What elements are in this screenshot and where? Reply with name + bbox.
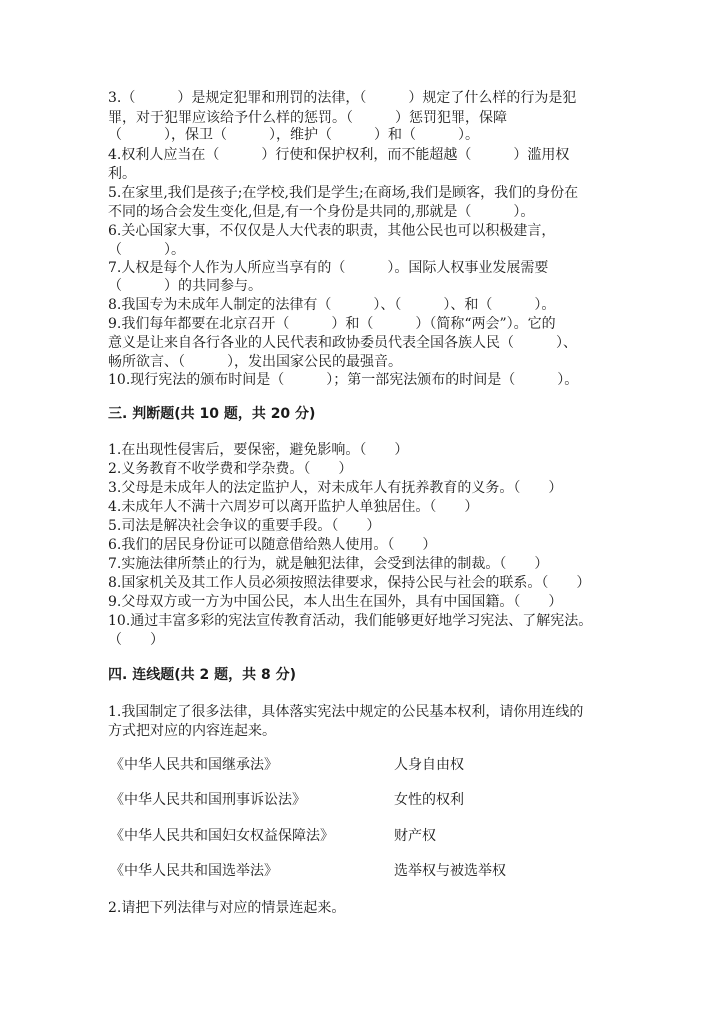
fill-in-line: （ ）。 [108, 242, 185, 258]
law-item: 《中华人民共和国继承法》 [110, 757, 278, 773]
fill-in-line: 5.在家里,我们是孩子;在学校,我们是学生;在商场,我们是顾客，我们的身份在 [108, 185, 579, 201]
judgment-item: 3.父母是未成年人的法定监护人，对未成年人有抚养教育的义务。（ ） [108, 480, 563, 496]
fill-in-line: 6.关心国家大事，不仅仅是人大代表的职责，其他公民也可以积极建言， [108, 223, 556, 239]
fill-in-line: 畅所欲言、（ ），发出国家公民的最强音。 [108, 354, 402, 370]
fill-in-line: 7.人权是每个人作为人所应当享有的（ ）。国际人权事业发展需要 [108, 260, 549, 276]
judgment-item: 1.在出现性侵害后，要保密，避免影响。（ ） [108, 442, 409, 458]
fill-in-line: 9.我们每年都要在北京召开（ ）和（ ）（简称“两会”）。它的 [108, 316, 556, 332]
judgment-item: 6.我们的居民身份证可以随意借给熟人使用。（ ） [108, 537, 437, 553]
fill-in-line: 意义是让来自各行各业的人民代表和政协委员代表全国各族人民（ ）、 [108, 335, 577, 351]
fill-in-line: 10.现行宪法的颁布时间是（ ）；第一部宪法颁布的时间是（ ）。 [108, 372, 579, 388]
law-item: 《中华人民共和国刑事诉讼法》 [110, 792, 306, 808]
right-item: 人身自由权 [394, 757, 464, 773]
judgment-item: 10.通过丰富多彩的宪法宣传教育活动，我们能够更好地学习宪法、了解宪法。 [108, 613, 593, 629]
fill-in-line: 利。 [108, 166, 136, 182]
law-item: 《中华人民共和国妇女权益保障法》 [110, 828, 334, 844]
judgment-item: 4.未成年人不满十六周岁可以离开监护人单独居住。（ ） [108, 499, 479, 515]
fill-in-line: （ ）的共同参与。 [108, 278, 262, 294]
fill-in-line: （ ），保卫（ ），维护（ ）和（ ）。 [108, 127, 479, 143]
matching-question-1: 1.我国制定了很多法律，具体落实宪法中规定的公民基本权利，请你用连线的 [108, 704, 584, 720]
judgment-item: 5.司法是解决社会争议的重要手段。（ ） [108, 518, 381, 534]
judgment-item: （ ） [108, 632, 164, 648]
right-item: 财产权 [394, 828, 436, 844]
matching-question-2: 2.请把下列法律与对应的情景连起来。 [108, 900, 346, 916]
right-item: 女性的权利 [394, 792, 464, 808]
judgment-item: 2.义务教育不收学费和学杂费。（ ） [108, 461, 353, 477]
fill-in-line: 4.权利人应当在（ ）行使和保护权利，而不能超越（ ）滥用权 [108, 147, 570, 163]
law-item: 《中华人民共和国选举法》 [110, 863, 278, 879]
fill-in-line: 罪，对于犯罪应该给予什么样的惩罚。（ ）惩罚犯罪，保障 [108, 110, 507, 126]
section-heading: 四. 连线题(共 2 题，共 8 分) [108, 667, 296, 683]
matching-question-1: 方式把对应的内容连起来。 [108, 723, 276, 739]
right-item: 选举权与被选举权 [394, 863, 506, 879]
fill-in-line: 不同的场合会发生变化,但是,有一个身份是共同的,那就是（ ）。 [108, 204, 535, 220]
fill-in-line: 8.我国专为未成年人制定的法律有（ ）、（ ）、和（ ）。 [108, 297, 556, 313]
judgment-item: 8.国家机关及其工作人员必须按照法律要求，保持公民与社会的联系。（ ） [108, 575, 591, 591]
section-heading: 三. 判断题(共 10 题，共 20 分) [108, 406, 316, 422]
judgment-item: 9.父母双方或一方为中国公民，本人出生在国外，具有中国国籍。（ ） [108, 594, 563, 610]
judgment-item: 7.实施法律所禁止的行为，就是触犯法律，会受到法律的制裁。（ ） [108, 556, 549, 572]
fill-in-line: 3.（ ）是规定犯罪和刑罚的法律，（ ）规定了什么样的行为是犯 [108, 90, 577, 106]
